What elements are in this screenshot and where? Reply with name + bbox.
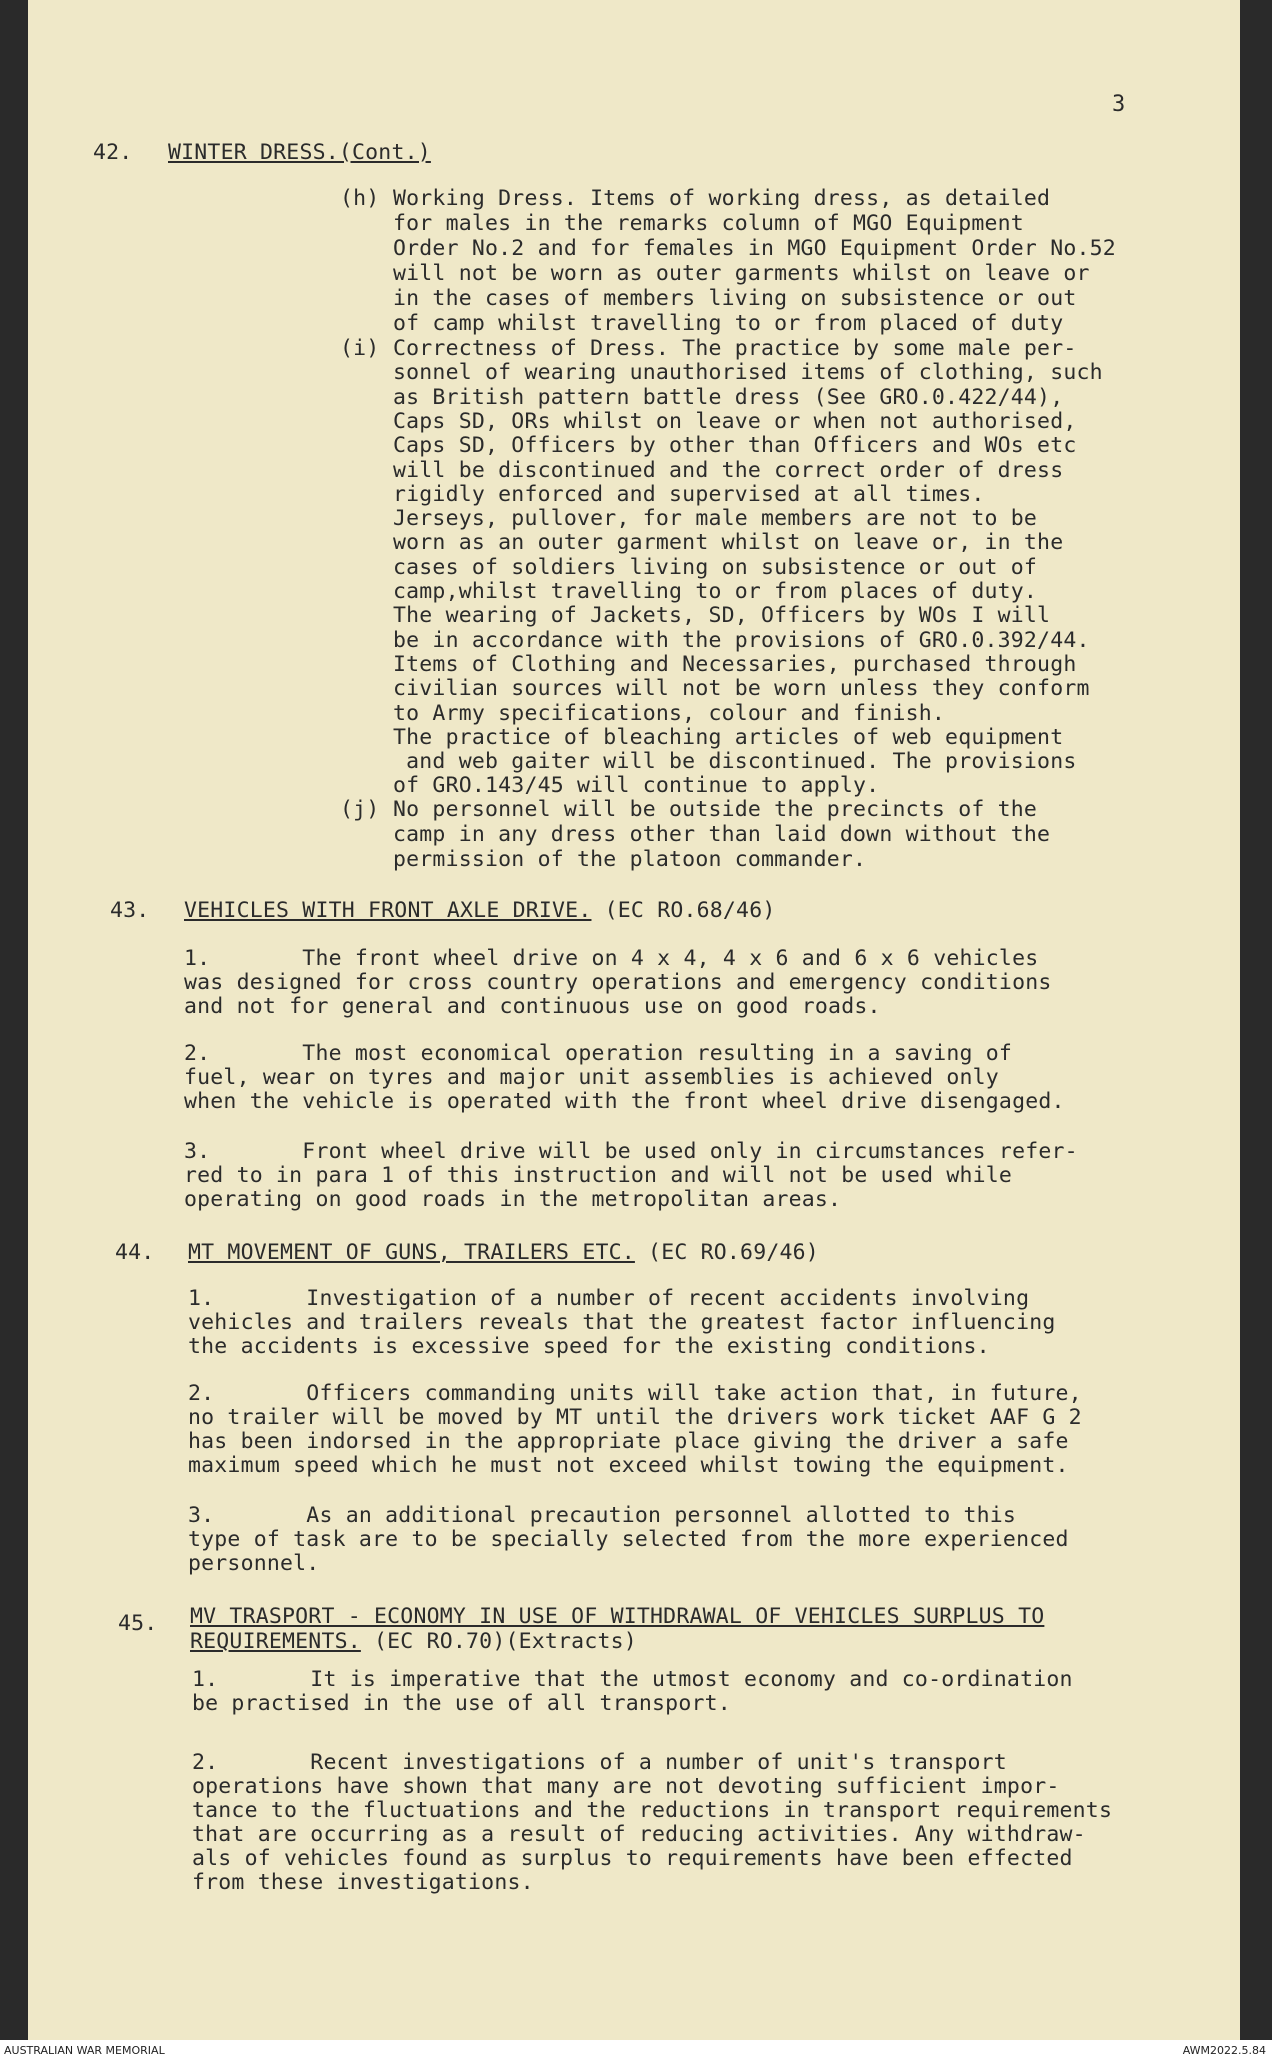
paragraph-line: fuel, wear on tyres and major unit assemblies is achieved only <box>184 1065 999 1090</box>
paragraph-line: and not for general and continuous use on good roads. <box>184 994 881 1019</box>
text-line: Items of Clothing and Necessaries, purchased through <box>393 651 1077 677</box>
paragraph-line: personnel. <box>188 1551 320 1576</box>
paragraph-line: 2. Officers commanding units will take action that, in future, <box>188 1381 1082 1406</box>
paragraph-line: 3. As an additional precaution personnel allotted to this <box>188 1503 1017 1528</box>
text-line: in the cases of members living on subsistence or out <box>393 286 1077 311</box>
text-line: for males in the remarks column of MGO Equipment <box>393 211 1024 236</box>
paragraph-line: als of vehicles found as surplus to requirements have been effected <box>192 1846 1073 1871</box>
section-44-title: MT MOVEMENT OF GUNS, TRAILERS ETC. <box>188 1240 635 1265</box>
section-43-ref: (EC RO.68/46) <box>591 898 776 923</box>
section-43-number: 43. <box>110 898 150 923</box>
section-44-ref: (EC RO.69/46) <box>634 1240 819 1265</box>
item-h-label: (h) <box>340 186 380 211</box>
text-line: as British pattern battle dress (See GRO.0.422/44), <box>393 384 1064 410</box>
section-45-ref: (EC RO.70)(Extracts) <box>360 1629 637 1654</box>
paragraph-line: has been indorsed in the appropriate place giving the driver a safe <box>188 1429 1069 1454</box>
paragraph-line: 1. The front wheel drive on 4 x 4, 4 x 6 and 6 x 6 vehicles <box>184 946 1039 971</box>
section-45-title-line1: MV TRASPORT - ECONOMY IN USE OF WITHDRAWAL OF VEHICLES SURPLUS TO <box>190 1604 1045 1629</box>
paragraph-line: vehicles and trailers reveals that the greatest factor influencing <box>188 1310 1056 1335</box>
text-line: to Army specifications, colour and finish. <box>393 700 946 726</box>
text-line: will not be worn as outer garments whilst on leave or <box>393 261 1090 286</box>
text-line: permission of the platoon commander. <box>393 847 867 872</box>
archive-footer <box>0 2040 1272 2061</box>
text-line: will be discontinued and the correct order of dress <box>393 457 1064 483</box>
text-line: cases of soldiers living on subsistence or out of <box>393 554 1038 580</box>
paragraph-line: no trailer will be moved by MT until the drivers work ticket AAF G 2 <box>188 1405 1082 1430</box>
section-43-heading <box>184 898 776 923</box>
text-line: sonnel of wearing unauthorised items of clothing, such <box>393 360 1103 386</box>
paragraph-line: 2. The most economical operation resulting in a saving of <box>184 1041 1013 1066</box>
text-line: Caps SD, ORs whilst on leave or when not authorised, <box>393 408 1077 434</box>
section-42-title: WINTER DRESS.(Cont.) <box>168 140 431 165</box>
text-line: Correctness of Dress. The practice by some male per- <box>393 336 1077 361</box>
paragraph-line: red to in para 1 of this instruction and will not be used while <box>184 1163 1013 1188</box>
item-i-label: (i) <box>340 336 380 361</box>
paragraph-line: 1. It is imperative that the utmost economy and co-ordination <box>192 1667 1073 1692</box>
text-line: No personnel will be outside the precincts of the <box>393 797 1038 822</box>
paragraph-line: from these investigations. <box>192 1870 534 1895</box>
footer-catalogue-number: AWM2022.5.84 <box>1182 2044 1266 2057</box>
section-45-heading-line2 <box>190 1629 637 1654</box>
item-j-label: (j) <box>340 797 380 822</box>
paragraph-line: operating on good roads in the metropolitan areas. <box>184 1187 842 1212</box>
text-line: Caps SD, Officers by other than Officers and WOs etc <box>393 433 1077 459</box>
section-45-title-line2: REQUIREMENTS. <box>190 1629 361 1654</box>
paragraph-line: was designed for cross country operations and emergency conditions <box>184 970 1052 995</box>
text-line: be in accordance with the provisions of GRO.0.392/44. <box>393 627 1090 653</box>
section-45-number: 45. <box>118 1611 158 1636</box>
section-42-number: 42. <box>93 140 133 165</box>
text-line: Working Dress. Items of working dress, as detailed <box>393 186 1051 211</box>
paragraph-line: 2. Recent investigations of a number of unit's transport <box>192 1750 1007 1775</box>
text-line: The wearing of Jackets, SD, Officers by WOs I will <box>393 603 1051 629</box>
text-line: Order No.2 and for females in MGO Equipment Order No.52 <box>393 236 1116 261</box>
text-line: and web gaiter will be discontinued. The provisions <box>393 749 1077 775</box>
text-line: civilian sources will not be worn unless they conform <box>393 676 1090 702</box>
text-line: of camp whilst travelling to or from placed of duty <box>393 311 1064 336</box>
page-number: 3 <box>1112 92 1126 117</box>
paragraph-line: tance to the fluctuations and the reductions in transport requirements <box>192 1798 1113 1823</box>
footer-institution: AUSTRALIAN WAR MEMORIAL <box>4 2044 165 2057</box>
section-43-title: VEHICLES WITH FRONT AXLE DRIVE. <box>184 898 592 923</box>
text-line: rigidly enforced and supervised at all times. <box>393 481 985 507</box>
paragraph-line: type of task are to be specially selected from the more experienced <box>188 1527 1069 1552</box>
paragraph-line: operations have shown that many are not devoting sufficient impor- <box>192 1774 1060 1799</box>
paragraph-line: 1. Investigation of a number of recent accidents involving <box>188 1286 1030 1311</box>
paragraph-line: that are occurring as a result of reducing activities. Any withdraw- <box>192 1822 1086 1847</box>
text-line: camp in any dress other than laid down without the <box>393 822 1051 847</box>
paragraph-line: 3. Front wheel drive will be used only in circumstances refer- <box>184 1139 1078 1164</box>
text-line: The practice of bleaching articles of web equipment <box>393 724 1064 750</box>
paragraph-line: the accidents is excessive speed for the existing conditions. <box>188 1334 990 1359</box>
paragraph-line: be practised in the use of all transport. <box>192 1691 731 1716</box>
paragraph-line: when the vehicle is operated with the front wheel drive disengaged. <box>184 1089 1065 1114</box>
section-44-number: 44. <box>115 1240 155 1265</box>
text-line: of GRO.143/45 will continue to apply. <box>393 773 880 799</box>
text-line: Jerseys, pullover, for male members are not to be <box>393 506 1038 532</box>
text-line: worn as an outer garment whilst on leave or, in the <box>393 530 1064 556</box>
paragraph-line: maximum speed which he must not exceed whilst towing the equipment. <box>188 1453 1069 1478</box>
text-line: camp,whilst travelling to or from places of duty. <box>393 579 1038 604</box>
section-44-heading <box>188 1240 819 1265</box>
